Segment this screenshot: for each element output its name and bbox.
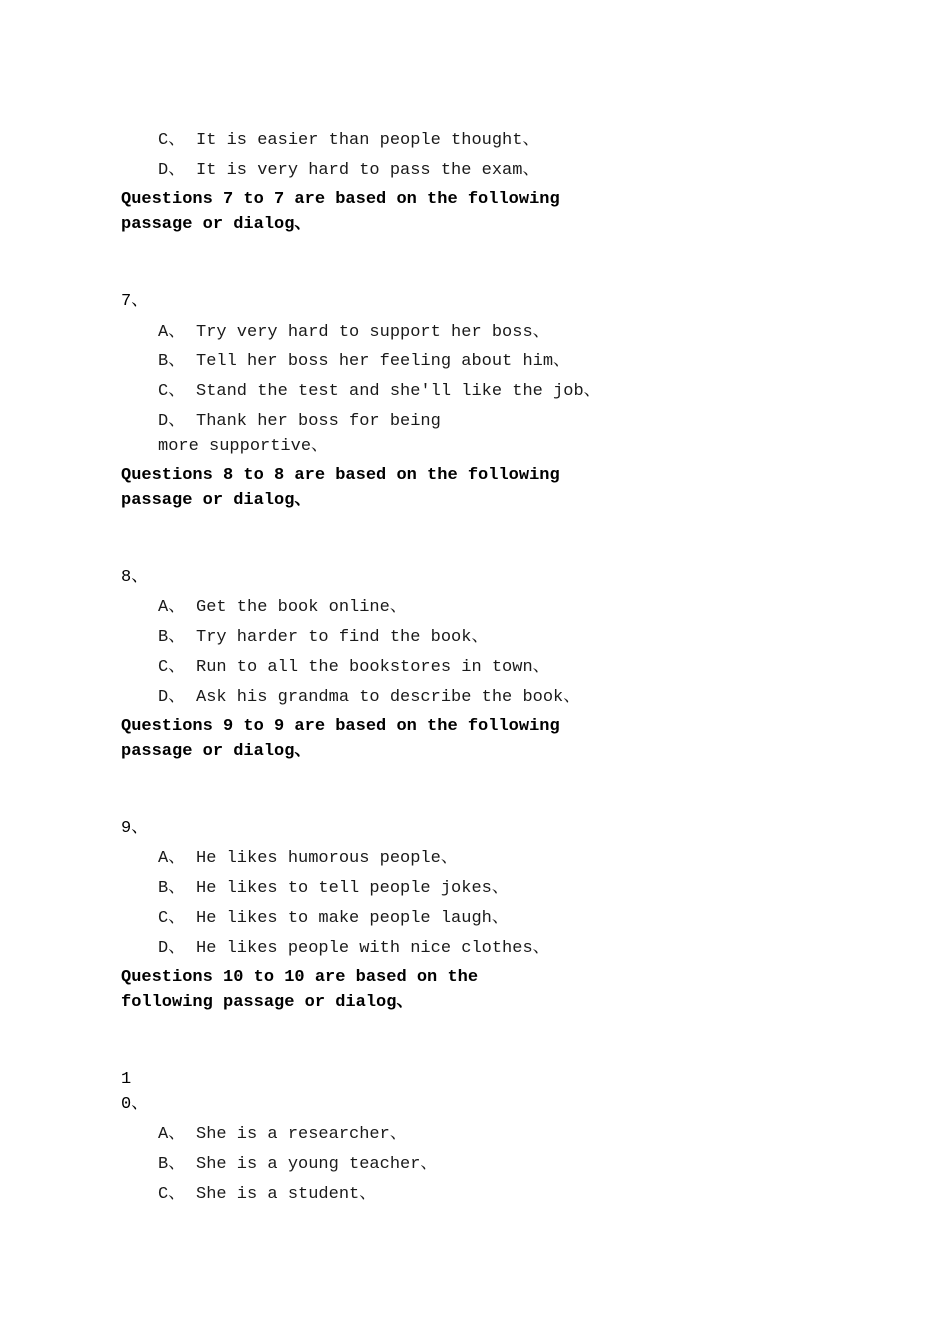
option-letter: D、: [158, 161, 186, 180]
option-8-d: [158, 685, 580, 710]
option-letter: C、: [158, 909, 186, 928]
section-heading-9: Questions 9 to 9 are based on the following passage or dialog、: [121, 717, 560, 761]
option-text: She is a researcher、: [196, 1125, 407, 1144]
option-8-a: [158, 595, 407, 620]
option-text: He likes to tell people jokes、: [196, 879, 509, 898]
section-heading-10: Questions 10 to 10 are based on the following passage or dialog、: [121, 968, 479, 1012]
option-text: Get the book online、: [196, 598, 407, 617]
option-text: He likes humorous people、: [196, 849, 458, 868]
option-text: He likes people with nice clothes、: [196, 939, 550, 958]
option-letter: B、: [158, 1155, 186, 1174]
option-9-b: [158, 876, 509, 901]
option-9-d: [158, 936, 550, 961]
option-text: Run to all the bookstores in town、: [196, 658, 550, 677]
option-9-c: [158, 906, 509, 931]
option-9-a: [158, 846, 458, 871]
option-letter: A、: [158, 1125, 186, 1144]
option-text: She is a young teacher、: [196, 1155, 438, 1174]
option-letter: B、: [158, 879, 186, 898]
option-text: It is very hard to pass the exam、: [196, 161, 540, 180]
option-text: Try very hard to support her boss、: [196, 323, 550, 342]
option-letter: B、: [158, 628, 186, 647]
option-letter: C、: [158, 1185, 186, 1204]
option-7-d: [158, 409, 488, 459]
option-letter: C、: [158, 658, 186, 677]
question-number-8: 8、: [121, 568, 149, 587]
option-text: Thank her boss for being more supportive、: [158, 412, 441, 456]
option-7-a: [158, 320, 550, 345]
option-10-a: [158, 1122, 407, 1147]
option-letter: D、: [158, 412, 186, 431]
option-text: Try harder to find the book、: [196, 628, 489, 647]
option-7-b: [158, 349, 570, 374]
option-10-b: [158, 1152, 437, 1177]
option-10-c: [158, 1182, 376, 1207]
option-6-d: [158, 158, 539, 183]
question-number-9: 9、: [121, 819, 149, 838]
option-6-c: [158, 128, 539, 153]
section-heading-7: Questions 7 to 7 are based on the following passage or dialog、: [121, 190, 560, 234]
question-number-10: 10、: [121, 1070, 149, 1114]
option-letter: C、: [158, 131, 186, 150]
option-text: Ask his grandma to describe the book、: [196, 688, 581, 707]
option-8-b: [158, 625, 488, 650]
option-text: Tell her boss her feeling about him、: [196, 352, 571, 371]
option-7-c: [158, 379, 601, 404]
section-heading-8: Questions 8 to 8 are based on the following passage or dialog、: [121, 466, 560, 510]
option-letter: D、: [158, 688, 186, 707]
option-letter: A、: [158, 598, 186, 617]
option-8-c: [158, 655, 550, 680]
option-letter: C、: [158, 382, 186, 401]
option-text: It is easier than people thought、: [196, 131, 540, 150]
option-text: He likes to make people laugh、: [196, 909, 509, 928]
question-number-7: 7、: [121, 292, 149, 311]
option-letter: B、: [158, 352, 186, 371]
option-text: She is a student、: [196, 1185, 377, 1204]
option-letter: A、: [158, 323, 186, 342]
option-letter: D、: [158, 939, 186, 958]
option-letter: A、: [158, 849, 186, 868]
option-text: Stand the test and she'll like the job、: [196, 382, 601, 401]
